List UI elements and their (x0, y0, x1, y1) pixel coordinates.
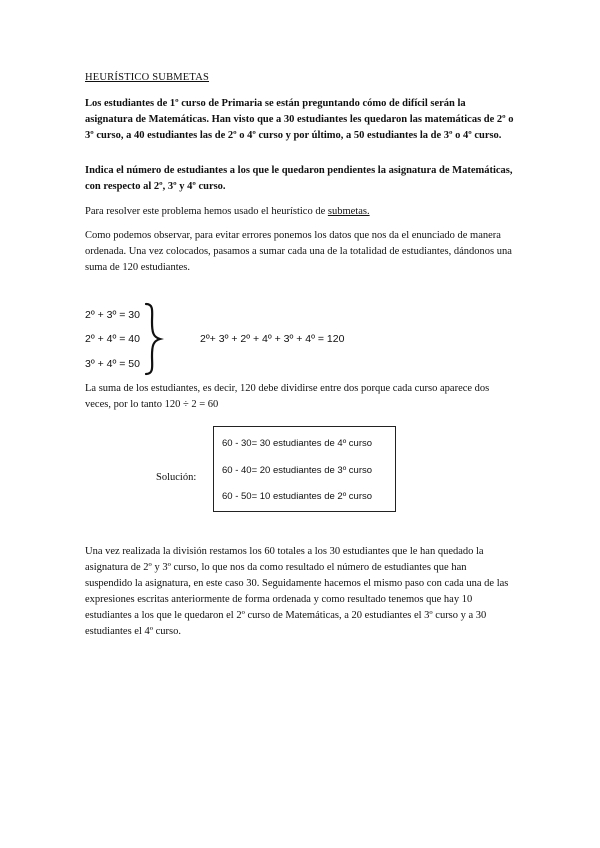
problem-question: Indica el número de estudiantes a los que le quedaron pendientes la asignatura de Matemáticas, con respecto al 2º, 3º y 4º curso. (85, 165, 513, 192)
curly-brace-icon (142, 302, 164, 376)
solution-line-2: 60 - 40= 20 estudiantes de 3º curso (222, 465, 373, 476)
equation-3: 3º + 4º = 50 (85, 358, 140, 370)
intro-paragraph (85, 204, 515, 220)
conclusion-paragraph: Una vez realizada la división restamos los 60 totales a los 30 estudiantes que le han quedado la asignatura de 2º y 3º curso, lo que nos da como resultado el número de estudiantes que han suspendido la asignatura, en este caso 30. Seguidamente hacemos el mismo paso con cada una de las expresiones escritas anteriormente de forma ordenada y como resultado tenemos que hay 10 estudiantes a los que le quedaron el 2º curso de Matemáticas, a 20 estudiantes el 3º curso y a 30 estudiantes el 4º curso. (85, 546, 509, 637)
solution-line-3: 60 - 50= 10 estudiantes de 2º curso (222, 491, 373, 502)
solution-label: Solución: (156, 472, 197, 483)
intro-text: Para resolver este problema hemos usado el heurístico de (85, 206, 328, 217)
problem-statement: Los estudiantes de 1º curso de Primaria se están preguntando cómo de difícil serán la asignatura de Matemáticas. Han visto que a 30 estudiantes les quedaron las matemáticas de 2º o 3º curso, a 40 estudiantes las de 2º o 4º curso y por último, a 50 estudiantes la de 3º o 4º curso. (85, 98, 514, 141)
document-title: HEURÍSTICO SUBMETAS (85, 72, 210, 83)
equation-1: 2º + 3º = 30 (85, 309, 140, 321)
solution-line-1: 60 - 30= 30 estudiantes de 4º curso (222, 438, 373, 449)
heuristic-term: submetas. (327, 206, 370, 217)
equation-2: 2º + 4º = 40 (85, 333, 140, 345)
explanation-paragraph: Como podemos observar, para evitar errores ponemos los datos que nos da el enunciado de manera ordenada. Una vez colocados, pasamos a sumar cada una de la totalidad de estudiantes, dándonos una suma de 120 estudiantes. (85, 230, 512, 273)
sum-equation: 2º+ 3º + 2º + 4º + 3º + 4º = 120 (200, 333, 345, 345)
division-paragraph: La suma de los estudiantes, es decir, 120 debe dividirse entre dos porque cada curso aparece dos veces, por lo tanto 120 ÷ 2 = 60 (85, 383, 490, 410)
solution-box (213, 426, 396, 512)
